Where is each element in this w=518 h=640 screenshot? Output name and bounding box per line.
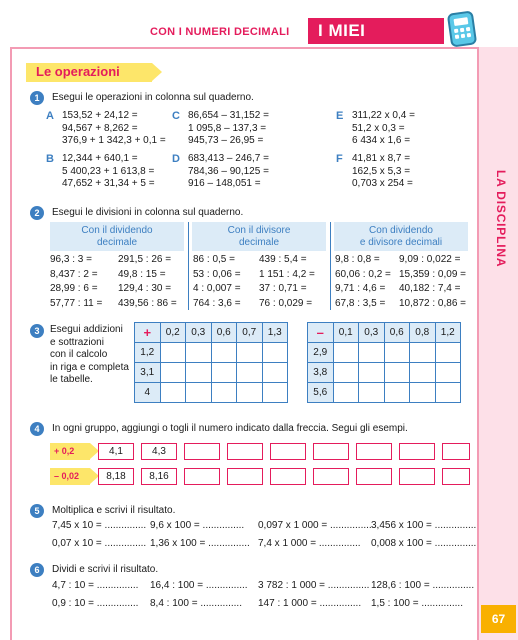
division: 57,77 : 11 =: [50, 297, 103, 309]
answer-cell[interactable]: [410, 363, 436, 383]
answer-cell[interactable]: [435, 343, 461, 363]
addition-operator-icon: +: [135, 323, 161, 343]
instruction-line: con il calcolo: [50, 349, 108, 360]
operation-group-f: [336, 153, 413, 191]
division: 67,8 : 3,5 =: [335, 297, 386, 309]
answer-box[interactable]: [313, 468, 349, 485]
row-header-cell: 2,9: [308, 343, 334, 363]
header-cell: 0,2: [160, 323, 186, 343]
exercise-line: 3 782 : 1 000 = ...............: [258, 580, 370, 591]
header-line: decimale: [238, 237, 280, 248]
answer-box[interactable]: [270, 443, 306, 460]
answer-cell[interactable]: [186, 363, 212, 383]
answer-cell[interactable]: [262, 343, 288, 363]
exercise-instruction: Esegui le operazioni in colonna sul quaderno.: [52, 92, 254, 103]
answer-cell[interactable]: [359, 383, 385, 403]
header-cell: 0,3: [359, 323, 385, 343]
division: 15,359 : 0,09 =: [399, 268, 467, 280]
header-cell: 0,6: [211, 323, 237, 343]
exercise-number: 2: [30, 206, 44, 220]
exercise-line: 0,9 : 10 = ...............: [52, 598, 139, 609]
division: 76 : 0,029 =: [259, 297, 313, 309]
operation: 51,2 x 0,3 =: [352, 122, 405, 134]
exercise-line: 7,4 x 1 000 = ...............: [258, 538, 361, 549]
division: 439 : 5,4 =: [259, 254, 307, 265]
exercise-line: 4,7 : 10 = ...............: [52, 580, 139, 591]
exercise-line: 128,6 : 100 = ...............: [371, 580, 475, 591]
operation: 12,344 + 640,1 =: [62, 153, 138, 164]
answer-cell[interactable]: [186, 383, 212, 403]
answer-box[interactable]: [184, 468, 220, 485]
section-label: CON I NUMERI DECIMALI: [150, 26, 290, 38]
answer-cell[interactable]: [262, 383, 288, 403]
sequence-box: 4,1: [98, 443, 134, 460]
division: 8,437 : 2 =: [50, 268, 98, 280]
operation: 916 – 148,051 =: [188, 178, 261, 189]
section-title: Le operazioni: [36, 64, 120, 79]
division-header: [334, 222, 468, 251]
answer-cell[interactable]: [333, 363, 359, 383]
sequence-box: 4,3: [141, 443, 177, 460]
answer-cell[interactable]: [160, 363, 186, 383]
answer-box[interactable]: [442, 443, 470, 460]
division: 764 : 3,6 =: [193, 297, 241, 309]
answer-cell[interactable]: [384, 383, 410, 403]
exercise-instruction: [50, 324, 129, 387]
operation: 94,567 + 8,262 =: [62, 122, 138, 134]
answer-cell[interactable]: [186, 343, 212, 363]
division: 28,99 : 6 =: [50, 283, 98, 294]
header-line: e divisore decimali: [359, 237, 443, 248]
exercise-number: 4: [30, 422, 44, 436]
group-letter: B: [46, 153, 54, 165]
group-letter: E: [336, 110, 344, 122]
division: 10,872 : 0,86 =: [399, 297, 467, 309]
side-band: [479, 47, 518, 640]
side-title: LA DISCIPLINA: [494, 170, 508, 268]
exercise-number: 5: [30, 504, 44, 518]
answer-box[interactable]: [442, 468, 470, 485]
header-cell: 0,6: [384, 323, 410, 343]
exercise-line: 0,097 x 1 000 = ...............: [258, 520, 372, 531]
answer-box[interactable]: [270, 468, 306, 485]
column-divider: [330, 222, 331, 310]
row-header-cell: 5,6: [308, 383, 334, 403]
operation: 683,413 – 246,7 =: [188, 153, 269, 164]
exercise-line: 0,07 x 10 = ...............: [52, 538, 147, 549]
exercise-line: 1,36 x 100 = ...............: [150, 538, 250, 549]
exercise-instruction: Moltiplica e scrivi il risultato.: [52, 505, 176, 516]
exercise-instruction: In ogni gruppo, aggiungi o togli il numero indicato dalla freccia. Segui gli esempi.: [52, 423, 408, 434]
group-letter: A: [46, 110, 54, 122]
page-title: I MIEI ESERCIZI: [308, 18, 444, 44]
group-letter: C: [172, 110, 180, 122]
operation: 162,5 x 5,3 =: [352, 165, 411, 177]
answer-cell[interactable]: [211, 383, 237, 403]
exercise-number: 1: [30, 91, 44, 105]
answer-cell[interactable]: [359, 343, 385, 363]
sequence-box: 8,18: [98, 468, 134, 485]
answer-box[interactable]: [313, 443, 349, 460]
operation: 41,81 x 8,7 =: [352, 153, 411, 164]
instruction-line: in riga e completa: [50, 361, 129, 373]
header-cell: 0,8: [410, 323, 436, 343]
arrow-label: – 0,02: [50, 468, 90, 485]
exercise-instruction: Esegui le divisioni in colonna sul quaderno.: [52, 207, 244, 218]
header-cell: 0,1: [333, 323, 359, 343]
exercise-number: 6: [30, 563, 44, 577]
division: 4 : 0,007 =: [193, 283, 241, 294]
header-cell: 1,3: [262, 323, 288, 343]
answer-box[interactable]: [356, 468, 392, 485]
division: 37 : 0,71 =: [259, 283, 307, 294]
division-header: [50, 222, 184, 251]
sequence-box: 8,16: [141, 468, 177, 485]
group-letter: D: [172, 153, 180, 165]
instruction-line: Esegui addizioni: [50, 324, 123, 335]
answer-cell[interactable]: [237, 383, 263, 403]
subtraction-table: [307, 322, 461, 403]
instruction-line: e sottrazioni: [50, 336, 104, 348]
header-line: Con il divisore: [227, 225, 291, 236]
answer-cell[interactable]: [262, 363, 288, 383]
exercise-number: 3: [30, 324, 44, 338]
exercise-line: 0,008 x 100 = ...............: [371, 538, 477, 549]
operation: 1 095,8 – 137,3 =: [188, 122, 267, 134]
answer-cell[interactable]: [160, 383, 186, 403]
division: 9,09 : 0,022 =: [399, 254, 461, 265]
answer-box[interactable]: [356, 443, 392, 460]
division: 291,5 : 26 =: [118, 254, 172, 265]
exercise-line: 147 : 1 000 = ...............: [258, 598, 362, 609]
subtraction-operator-icon: –: [308, 323, 334, 343]
division: 96,3 : 3 =: [50, 254, 92, 265]
division: 439,56 : 86 =: [118, 297, 177, 309]
answer-cell[interactable]: [160, 343, 186, 363]
row-header-cell: 4: [135, 383, 161, 403]
operation-group-e: [336, 110, 415, 148]
header-line: Con dividendo: [369, 225, 433, 236]
answer-box[interactable]: [184, 443, 220, 460]
division: 1 151 : 4,2 =: [259, 268, 315, 280]
operation-group-d: [172, 153, 269, 191]
division: 9,8 : 0,8 =: [335, 254, 380, 265]
answer-cell[interactable]: [359, 363, 385, 383]
exercise-line: 3,456 x 100 = ...............: [371, 520, 477, 531]
frame-right: [477, 47, 479, 640]
division-column: [193, 253, 241, 311]
answer-cell[interactable]: [237, 343, 263, 363]
answer-box[interactable]: [227, 468, 263, 485]
header-line: Con il dividendo: [81, 225, 153, 236]
operation: 153,52 + 24,12 =: [62, 110, 138, 121]
division: 49,8 : 15 =: [118, 268, 166, 280]
operation-group-c: [172, 110, 269, 148]
division-header: [192, 222, 326, 251]
answer-box[interactable]: [399, 443, 435, 460]
answer-cell[interactable]: [384, 343, 410, 363]
operation: 86,654 – 31,152 =: [188, 110, 269, 121]
answer-cell[interactable]: [384, 363, 410, 383]
division: 53 : 0,06 =: [193, 268, 241, 280]
calculator-icon: [447, 10, 477, 47]
answer-box[interactable]: [399, 468, 435, 485]
addition-table: [134, 322, 288, 403]
answer-cell[interactable]: [333, 343, 359, 363]
answer-cell[interactable]: [435, 383, 461, 403]
division: 86 : 0,5 =: [193, 254, 235, 265]
operation: 6 434 x 1,6 =: [352, 135, 411, 146]
header-cell: 0,7: [237, 323, 263, 343]
answer-cell[interactable]: [333, 383, 359, 403]
exercise-line: 9,6 x 100 = ...............: [150, 520, 245, 531]
operation: 376,9 + 1 342,3 + 0,1 =: [62, 135, 166, 146]
answer-cell[interactable]: [410, 343, 436, 363]
division-column: [118, 253, 177, 311]
division: 40,182 : 7,4 =: [399, 283, 461, 294]
exercise-line: 8,4 : 100 = ...............: [150, 598, 242, 609]
page-number: 67: [481, 605, 516, 633]
exercise-instruction: Dividi e scrivi il risultato.: [52, 564, 159, 575]
exercise-line: 7,45 x 10 = ...............: [52, 520, 147, 531]
row-header-cell: 1,2: [135, 343, 161, 363]
division-column: [335, 253, 391, 311]
column-divider: [188, 222, 189, 310]
operation: 5 400,23 + 1 613,8 =: [62, 165, 155, 177]
row-header-cell: 3,1: [135, 363, 161, 383]
header-line: decimale: [96, 237, 138, 248]
row-header-cell: 3,8: [308, 363, 334, 383]
division-column: [50, 253, 102, 311]
operation-group-b: [46, 153, 155, 191]
group-letter: F: [336, 153, 343, 165]
division: 9,71 : 4,6 =: [335, 283, 386, 294]
division: 129,4 : 30 =: [118, 283, 172, 294]
answer-cell[interactable]: [237, 363, 263, 383]
operation: 945,73 – 26,95 =: [188, 135, 264, 146]
operation: 47,652 + 31,34 + 5 =: [62, 178, 155, 189]
exercise-line: 1,5 : 100 = ...............: [371, 598, 463, 609]
operation-group-a: [46, 110, 166, 148]
answer-cell[interactable]: [410, 383, 436, 403]
exercise-line: 16,4 : 100 = ...............: [150, 580, 248, 591]
operation: 311,22 x 0,4 =: [352, 110, 415, 121]
operation: 784,36 – 90,125 =: [188, 165, 269, 177]
instruction-line: le tabelle.: [50, 374, 93, 385]
answer-cell[interactable]: [211, 363, 237, 383]
division: 60,06 : 0,2 =: [335, 268, 391, 280]
header-cell: 0,3: [186, 323, 212, 343]
division-column: [399, 253, 466, 311]
answer-box[interactable]: [227, 443, 263, 460]
answer-cell[interactable]: [211, 343, 237, 363]
header-cell: 1,2: [435, 323, 461, 343]
answer-cell[interactable]: [435, 363, 461, 383]
arrow-label: + 0,2: [50, 443, 90, 460]
operation: 0,703 x 254 =: [352, 178, 413, 189]
division-column: [259, 253, 315, 311]
